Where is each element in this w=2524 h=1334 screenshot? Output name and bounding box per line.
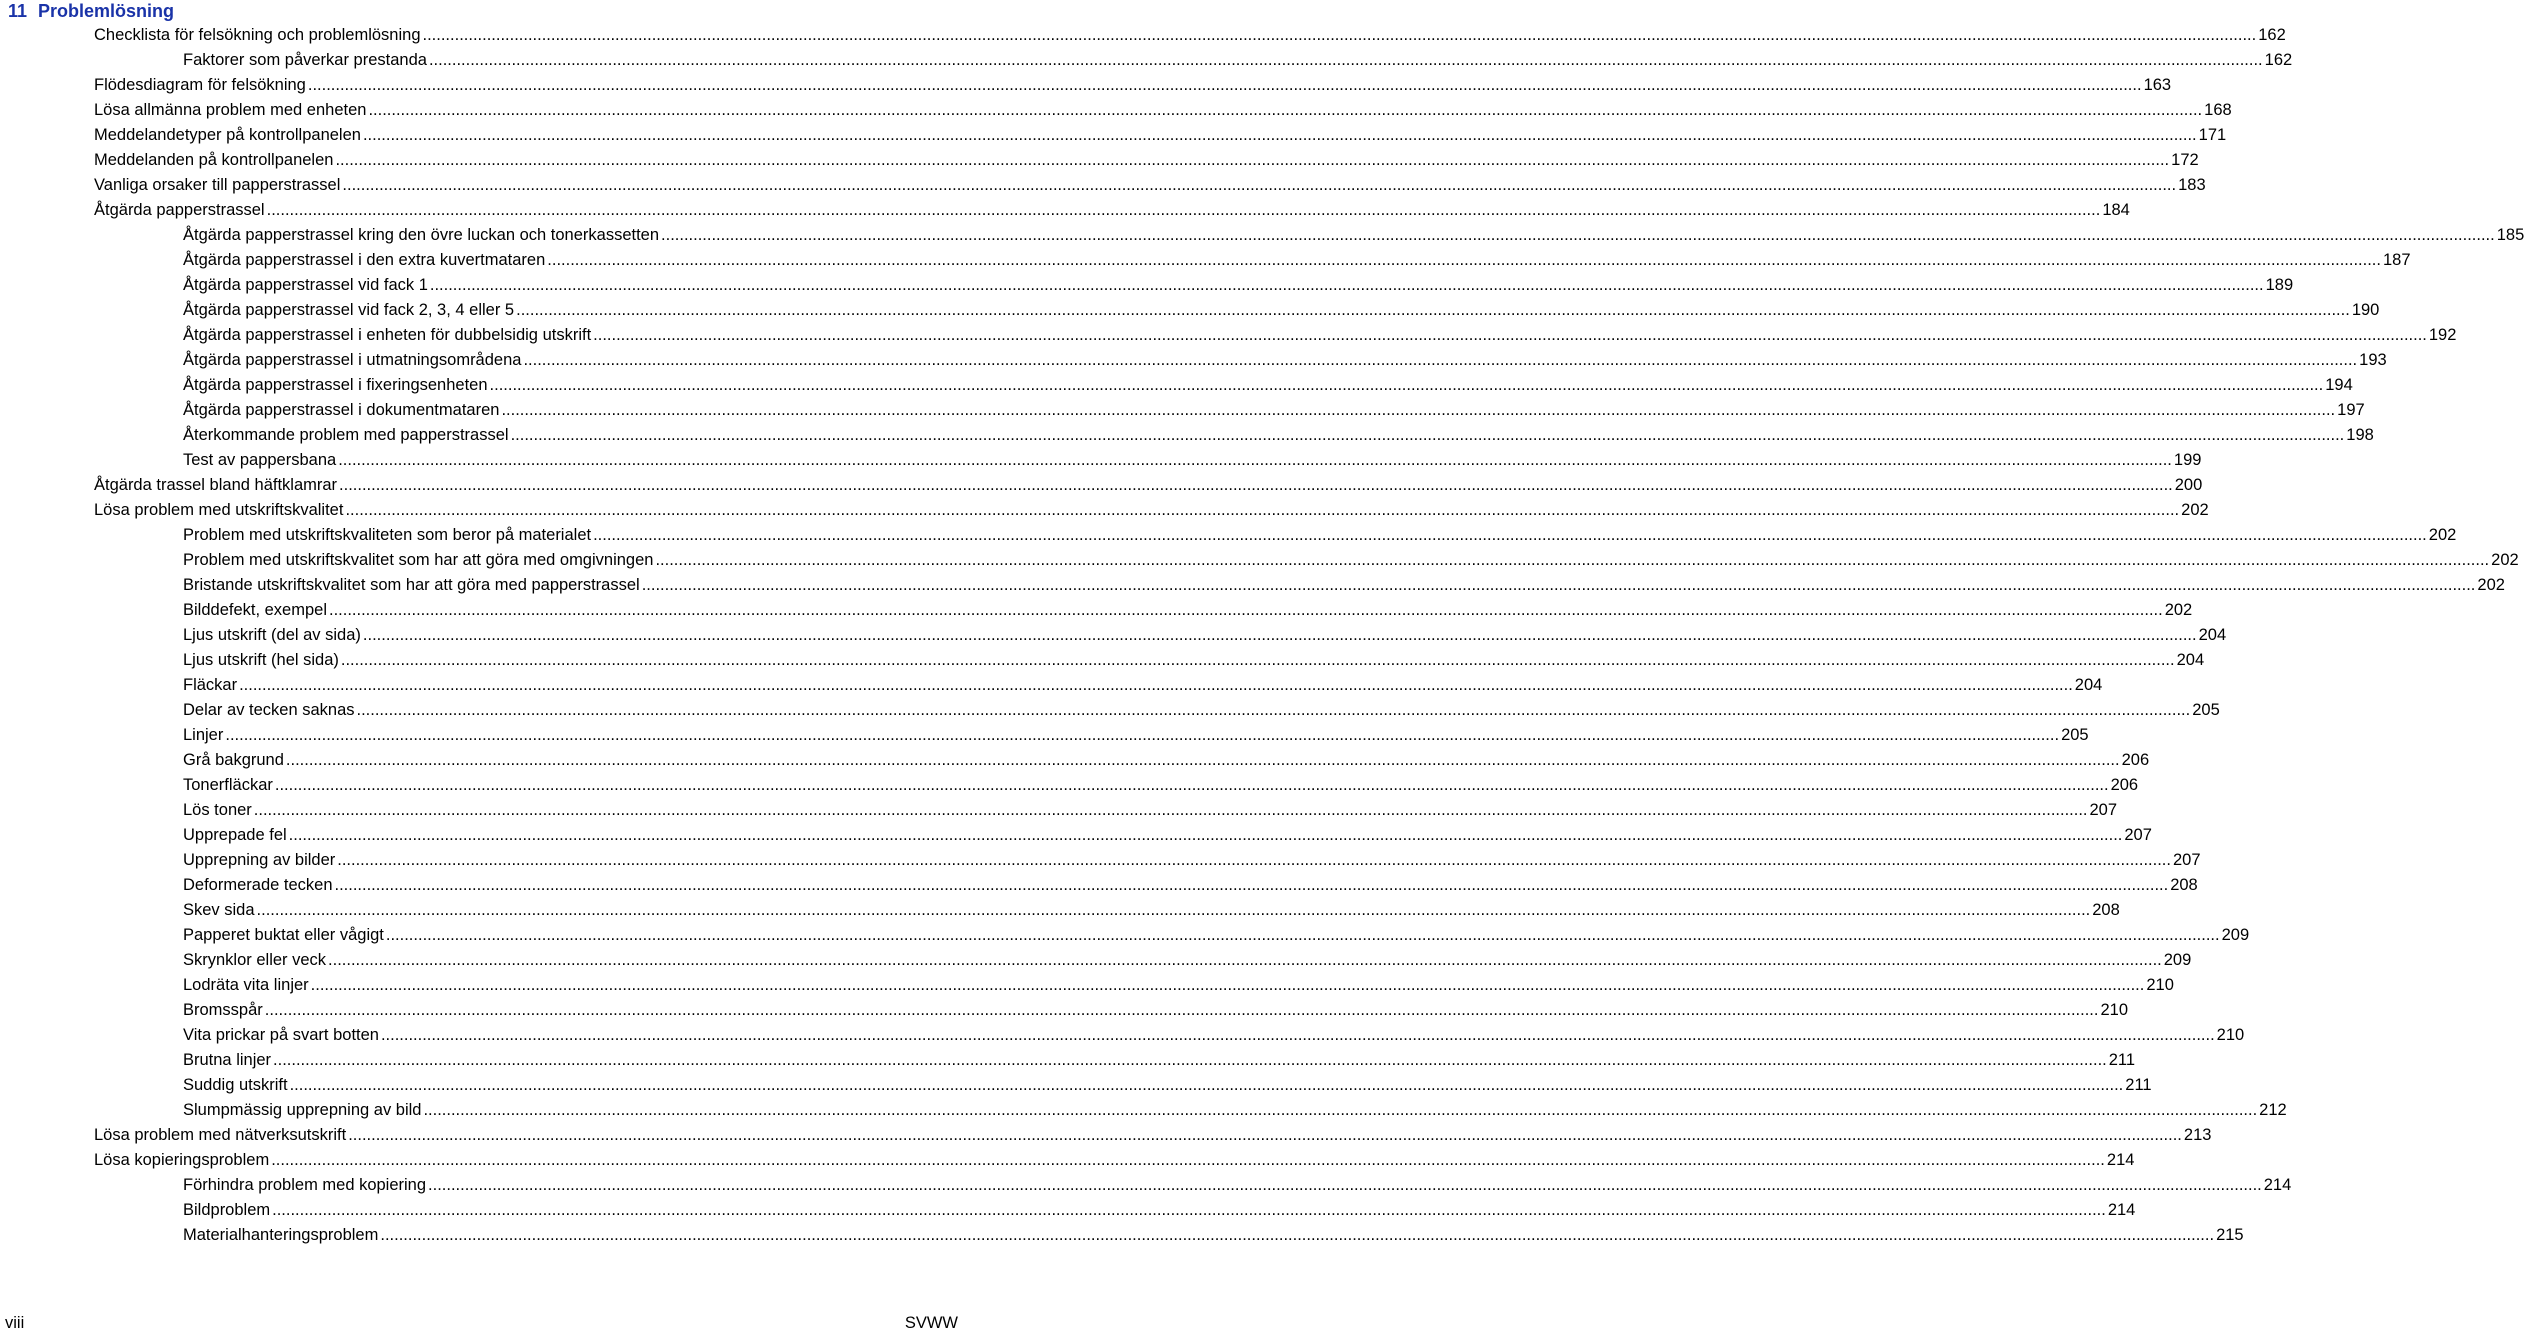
- toc-entry[interactable]: [0, 748, 2150, 773]
- toc-entry-title: Problem med utskriftskvaliteten som beror på materialet: [183, 526, 592, 544]
- toc-entry-title: Skrynklor eller veck: [183, 951, 327, 969]
- toc-entry-page-number: 192: [2428, 326, 2457, 344]
- footer-document-code: SVWW: [904, 1314, 958, 1332]
- toc-entry-title: Problem med utskriftskvalitet som har att göra med omgivningen: [183, 551, 654, 569]
- toc-entry-page-number: 207: [2172, 851, 2201, 869]
- toc-entry[interactable]: [0, 73, 2172, 98]
- toc-entry-title: Brutna linjer: [183, 1051, 272, 1069]
- toc-entry[interactable]: [0, 898, 2120, 923]
- toc-entry-title: Faktorer som påverkar prestanda: [183, 51, 427, 69]
- toc-entry-page-number: 210: [2100, 1001, 2129, 1019]
- toc-entry[interactable]: [0, 298, 2380, 323]
- dot-leader: ................................................................................................................................................................................................................................................................................................................................................................................................................: [328, 951, 2162, 969]
- dot-leader: ................................................................................................................................................................................................................................................................................................................................................................................................................: [329, 601, 2163, 619]
- toc-entry-title: Ljus utskrift (hel sida): [183, 651, 339, 669]
- dot-leader: ................................................................................................................................................................................................................................................................................................................................................................................................................: [253, 801, 2088, 819]
- chapter-number: 11: [8, 1, 28, 21]
- toc-entry[interactable]: [0, 823, 2152, 848]
- dot-leader: ................................................................................................................................................................................................................................................................................................................................................................................................................: [256, 901, 2091, 919]
- toc-entry[interactable]: [0, 123, 2227, 148]
- dot-leader: ................................................................................................................................................................................................................................................................................................................................................................................................................: [422, 26, 2257, 44]
- toc-entry-page-number: 189: [2265, 276, 2294, 294]
- dot-leader: ................................................................................................................................................................................................................................................................................................................................................................................................................: [273, 1051, 2107, 1069]
- toc-entry-page-number: 209: [2163, 951, 2192, 969]
- toc-entry-title: Åtgärda papperstrassel: [94, 201, 265, 219]
- toc-entry-title: Lodräta vita linjer: [183, 976, 309, 994]
- toc-entry[interactable]: [0, 1098, 2287, 1123]
- toc-entry[interactable]: [0, 1023, 2245, 1048]
- dot-leader: ................................................................................................................................................................................................................................................................................................................................................................................................................: [655, 551, 2490, 569]
- toc-entry[interactable]: [0, 98, 2232, 123]
- toc-entry[interactable]: [0, 48, 2293, 73]
- toc-entry[interactable]: [0, 1198, 2136, 1223]
- toc-entry-page-number: 208: [2092, 901, 2120, 919]
- toc-entry-title: Flödesdiagram för felsökning: [94, 76, 306, 94]
- toc-entry[interactable]: [0, 398, 2365, 423]
- chapter-title: Problemlösning: [38, 1, 175, 21]
- toc-entry[interactable]: [0, 148, 2199, 173]
- dot-leader: ................................................................................................................................................................................................................................................................................................................................................................................................................: [288, 826, 2123, 844]
- toc-entry[interactable]: [0, 698, 2220, 723]
- toc-entry[interactable]: [0, 248, 2411, 273]
- toc-entry-page-number: 202: [2428, 526, 2457, 544]
- toc-entry-title: Test av pappersbana: [183, 451, 337, 469]
- dot-leader: ................................................................................................................................................................................................................................................................................................................................................................................................................: [264, 1001, 2099, 1019]
- toc-entry-title: Åtgärda papperstrassel kring den övre luckan och tonerkassetten: [183, 226, 660, 244]
- dot-leader: ................................................................................................................................................................................................................................................................................................................................................................................................................: [342, 176, 2177, 194]
- dot-leader: ................................................................................................................................................................................................................................................................................................................................................................................................................: [593, 326, 2427, 344]
- toc-entry-title: Grå bakgrund: [183, 751, 284, 769]
- toc-entry-page-number: 162: [2264, 51, 2293, 69]
- toc-entry-page-number: 168: [2204, 101, 2232, 119]
- toc-entry-page-number: 205: [2061, 726, 2089, 744]
- toc-entry[interactable]: [0, 973, 2174, 998]
- dot-leader: ................................................................................................................................................................................................................................................................................................................................................................................................................: [523, 351, 2358, 369]
- toc-entry-page-number: 163: [2143, 76, 2172, 94]
- toc-entry-title: Bildproblem: [183, 1201, 271, 1219]
- toc-entry-page-number: 204: [2176, 651, 2205, 669]
- dot-leader: ................................................................................................................................................................................................................................................................................................................................................................................................................: [225, 726, 2060, 744]
- toc-entry-page-number: 206: [2110, 776, 2139, 794]
- toc-entry-page-number: 214: [2107, 1201, 2136, 1219]
- toc-entry-title: Åtgärda papperstrassel i enheten för dubbelsidig utskrift: [183, 326, 592, 344]
- toc-entry-title: Slumpmässig upprepning av bild: [183, 1101, 422, 1119]
- toc-entry-page-number: 207: [2089, 801, 2118, 819]
- toc-entry-page-number: 190: [2351, 301, 2380, 319]
- toc-entry[interactable]: [0, 773, 2139, 798]
- dot-leader: ................................................................................................................................................................................................................................................................................................................................................................................................................: [385, 926, 2220, 944]
- toc-entry-page-number: 202: [2477, 576, 2505, 594]
- toc-entry[interactable]: [0, 1173, 2292, 1198]
- toc-entry[interactable]: [0, 223, 2524, 248]
- toc-entry-title: Meddelanden på kontrollpanelen: [94, 151, 334, 169]
- toc-entry[interactable]: [0, 373, 2353, 398]
- dot-leader: ................................................................................................................................................................................................................................................................................................................................................................................................................: [356, 701, 2191, 719]
- toc-entry-page-number: 205: [2192, 701, 2220, 719]
- toc-entry[interactable]: [0, 648, 2205, 673]
- toc-entry-title: Materialhanteringsproblem: [183, 1226, 379, 1244]
- toc-entry-title: Lösa kopieringsproblem: [94, 1151, 270, 1169]
- dot-leader: ................................................................................................................................................................................................................................................................................................................................................................................................................: [429, 276, 2264, 294]
- toc-entry-title: Linjer: [183, 726, 224, 744]
- toc-entry-page-number: 214: [2106, 1151, 2135, 1169]
- toc-entry-page-number: 183: [2178, 176, 2206, 194]
- toc-entry[interactable]: [0, 998, 2129, 1023]
- dot-leader: ................................................................................................................................................................................................................................................................................................................................................................................................................: [310, 976, 2145, 994]
- toc-entry-title: Tonerfläckar: [183, 776, 273, 794]
- dot-leader: ................................................................................................................................................................................................................................................................................................................................................................................................................: [362, 126, 2197, 144]
- dot-leader: ................................................................................................................................................................................................................................................................................................................................................................................................................: [428, 1176, 2262, 1194]
- dot-leader: ................................................................................................................................................................................................................................................................................................................................................................................................................: [271, 1151, 2105, 1169]
- toc-entry-page-number: 214: [2263, 1176, 2292, 1194]
- dot-leader: ................................................................................................................................................................................................................................................................................................................................................................................................................: [307, 76, 2142, 94]
- toc-entry-title: Bromsspår: [183, 1001, 263, 1019]
- toc-entry[interactable]: [0, 173, 2206, 198]
- toc-entry-page-number: 210: [2146, 976, 2174, 994]
- toc-entry[interactable]: [0, 573, 2505, 598]
- dot-leader: ................................................................................................................................................................................................................................................................................................................................................................................................................: [510, 426, 2345, 444]
- toc-entry-page-number: 211: [2108, 1051, 2136, 1069]
- toc-entry[interactable]: [0, 498, 2209, 523]
- toc-entry-title: Åtgärda papperstrassel i utmatningsområdena: [183, 351, 522, 369]
- dot-leader: ................................................................................................................................................................................................................................................................................................................................................................................................................: [289, 1076, 2124, 1094]
- toc-entry-page-number: 207: [2124, 826, 2152, 844]
- toc-entry-page-number: 171: [2198, 126, 2227, 144]
- chapter-heading: [8, 0, 174, 22]
- dot-leader: ................................................................................................................................................................................................................................................................................................................................................................................................................: [661, 226, 2495, 244]
- toc-entry-title: Återkommande problem med papperstrassel: [183, 426, 509, 444]
- footer-page-number: viii: [5, 1314, 25, 1332]
- dot-leader: ................................................................................................................................................................................................................................................................................................................................................................................................................: [380, 1226, 2215, 1244]
- dot-leader: ................................................................................................................................................................................................................................................................................................................................................................................................................: [272, 1201, 2106, 1219]
- dot-leader: ................................................................................................................................................................................................................................................................................................................................................................................................................: [516, 301, 2350, 319]
- dot-leader: ................................................................................................................................................................................................................................................................................................................................................................................................................: [340, 651, 2175, 669]
- dot-leader: ................................................................................................................................................................................................................................................................................................................................................................................................................: [239, 676, 2073, 694]
- toc-entry-title: Lös toner: [183, 801, 252, 819]
- toc-entry-page-number: 197: [2337, 401, 2365, 419]
- toc-entry-page-number: 204: [2074, 676, 2103, 694]
- dot-leader: ................................................................................................................................................................................................................................................................................................................................................................................................................: [593, 526, 2427, 544]
- toc-entry[interactable]: [0, 923, 2250, 948]
- toc-entry-page-number: 211: [2125, 1076, 2152, 1094]
- toc-entry-title: Suddig utskrift: [183, 1076, 288, 1094]
- toc-entry-page-number: 198: [2346, 426, 2374, 444]
- dot-leader: ................................................................................................................................................................................................................................................................................................................................................................................................................: [338, 451, 2172, 469]
- toc-entry[interactable]: [0, 723, 2089, 748]
- toc-entry-page-number: 206: [2121, 751, 2150, 769]
- toc-entry-title: Åtgärda trassel bland häftklamrar: [94, 476, 338, 494]
- toc-entry-title: Lösa allmänna problem med enheten: [94, 101, 367, 119]
- dot-leader: ................................................................................................................................................................................................................................................................................................................................................................................................................: [501, 401, 2336, 419]
- toc-entry-page-number: 202: [2491, 551, 2519, 569]
- toc-entry-page-number: 172: [2171, 151, 2199, 169]
- dot-leader: ................................................................................................................................................................................................................................................................................................................................................................................................................: [489, 376, 2324, 394]
- toc-entry-page-number: 187: [2382, 251, 2411, 269]
- dot-leader: ................................................................................................................................................................................................................................................................................................................................................................................................................: [274, 776, 2109, 794]
- toc-entry[interactable]: [0, 1123, 2212, 1148]
- toc-entry-page-number: 212: [2259, 1101, 2287, 1119]
- toc-entry[interactable]: [0, 1148, 2135, 1173]
- dot-leader: ................................................................................................................................................................................................................................................................................................................................................................................................................: [547, 251, 2381, 269]
- dot-leader: ................................................................................................................................................................................................................................................................................................................................................................................................................: [428, 51, 2263, 69]
- toc-entry-page-number: 215: [2216, 1226, 2244, 1244]
- toc-entry[interactable]: [0, 323, 2457, 348]
- toc-entry-title: Åtgärda papperstrassel i fixeringsenheten: [183, 376, 488, 394]
- toc-entry-title: Åtgärda papperstrassel i den extra kuvertmataren: [183, 251, 546, 269]
- dot-leader: ................................................................................................................................................................................................................................................................................................................................................................................................................: [348, 1126, 2182, 1144]
- toc-entry[interactable]: [0, 1073, 2152, 1098]
- toc-entry[interactable]: [0, 523, 2457, 548]
- toc-entry[interactable]: [0, 548, 2519, 573]
- toc-entry[interactable]: [0, 448, 2202, 473]
- toc-entry-title: Lösa problem med utskriftskvalitet: [94, 501, 344, 519]
- toc-entry[interactable]: [0, 623, 2227, 648]
- toc-entry-title: Upprepning av bilder: [183, 851, 336, 869]
- dot-leader: ................................................................................................................................................................................................................................................................................................................................................................................................................: [641, 576, 2476, 594]
- toc-entry-page-number: 210: [2216, 1026, 2245, 1044]
- dot-leader: ................................................................................................................................................................................................................................................................................................................................................................................................................: [335, 151, 2170, 169]
- toc-entry-page-number: 213: [2183, 1126, 2212, 1144]
- toc-entry-title: Åtgärda papperstrassel vid fack 2, 3, 4 eller 5: [183, 301, 515, 319]
- toc-entry-page-number: 194: [2325, 376, 2353, 394]
- toc-entry-page-number: 209: [2221, 926, 2250, 944]
- toc-entry-page-number: 202: [2181, 501, 2209, 519]
- toc-entry-title: Vanliga orsaker till papperstrassel: [94, 176, 341, 194]
- toc-entry[interactable]: [0, 848, 2201, 873]
- toc-entry-title: Förhindra problem med kopiering: [183, 1176, 427, 1194]
- toc-entry[interactable]: [0, 598, 2193, 623]
- toc-entry-page-number: 199: [2173, 451, 2202, 469]
- toc-entry[interactable]: [0, 873, 2198, 898]
- toc-entry[interactable]: [0, 673, 2103, 698]
- toc-entry[interactable]: [0, 423, 2374, 448]
- toc-entry[interactable]: [0, 473, 2203, 498]
- toc-entry-page-number: 162: [2258, 26, 2286, 44]
- toc-entry[interactable]: [0, 348, 2387, 373]
- toc-entry[interactable]: [0, 1223, 2244, 1248]
- dot-leader: ................................................................................................................................................................................................................................................................................................................................................................................................................: [337, 851, 2171, 869]
- toc-entry-title: Åtgärda papperstrassel vid fack 1: [183, 276, 428, 294]
- toc-entry-title: Meddelandetyper på kontrollpanelen: [94, 126, 361, 144]
- dot-leader: ................................................................................................................................................................................................................................................................................................................................................................................................................: [380, 1026, 2215, 1044]
- toc-entry-page-number: 193: [2359, 351, 2387, 369]
- toc-entry-page-number: 184: [2102, 201, 2130, 219]
- dot-leader: ................................................................................................................................................................................................................................................................................................................................................................................................................: [423, 1101, 2258, 1119]
- toc-entry-title: Upprepade fel: [183, 826, 287, 844]
- toc-entry-title: Papperet buktat eller vågigt: [183, 926, 384, 944]
- toc-entry-title: Bristande utskriftskvalitet som har att göra med papperstrassel: [183, 576, 640, 594]
- toc-entry-title: Vita prickar på svart botten: [183, 1026, 379, 1044]
- toc-entry[interactable]: [0, 23, 2286, 48]
- toc-entry-title: Åtgärda papperstrassel i dokumentmataren: [183, 401, 500, 419]
- toc-entry-title: Ljus utskrift (del av sida): [183, 626, 361, 644]
- dot-leader: ................................................................................................................................................................................................................................................................................................................................................................................................................: [334, 876, 2169, 894]
- toc-entry[interactable]: [0, 273, 2294, 298]
- toc-entry-page-number: 204: [2198, 626, 2227, 644]
- toc-entry-page-number: 208: [2170, 876, 2198, 894]
- dot-leader: ................................................................................................................................................................................................................................................................................................................................................................................................................: [339, 476, 2173, 494]
- toc-entry-title: Skev sida: [183, 901, 255, 919]
- toc-entry[interactable]: [0, 198, 2130, 223]
- toc-entry-title: Fläckar: [183, 676, 238, 694]
- toc-entry[interactable]: [0, 798, 2118, 823]
- dot-leader: ................................................................................................................................................................................................................................................................................................................................................................................................................: [345, 501, 2180, 519]
- toc-entry-title: Lösa problem med nätverksutskrift: [94, 1126, 347, 1144]
- toc-entry-title: Bilddefekt, exempel: [183, 601, 327, 619]
- dot-leader: ................................................................................................................................................................................................................................................................................................................................................................................................................: [362, 626, 2197, 644]
- dot-leader: ................................................................................................................................................................................................................................................................................................................................................................................................................: [266, 201, 2101, 219]
- toc-entry-page-number: 200: [2174, 476, 2203, 494]
- dot-leader: ................................................................................................................................................................................................................................................................................................................................................................................................................: [285, 751, 2120, 769]
- toc-entry[interactable]: [0, 948, 2192, 973]
- toc-entry-page-number: 185: [2496, 226, 2524, 244]
- toc-entry-title: Deformerade tecken: [183, 876, 333, 894]
- dot-leader: ................................................................................................................................................................................................................................................................................................................................................................................................................: [368, 101, 2203, 119]
- toc-entry-title: Delar av tecken saknas: [183, 701, 355, 719]
- toc-entry-page-number: 202: [2164, 601, 2193, 619]
- toc-entry[interactable]: [0, 1048, 2136, 1073]
- toc-entry-title: Checklista för felsökning och problemlösning: [94, 26, 421, 44]
